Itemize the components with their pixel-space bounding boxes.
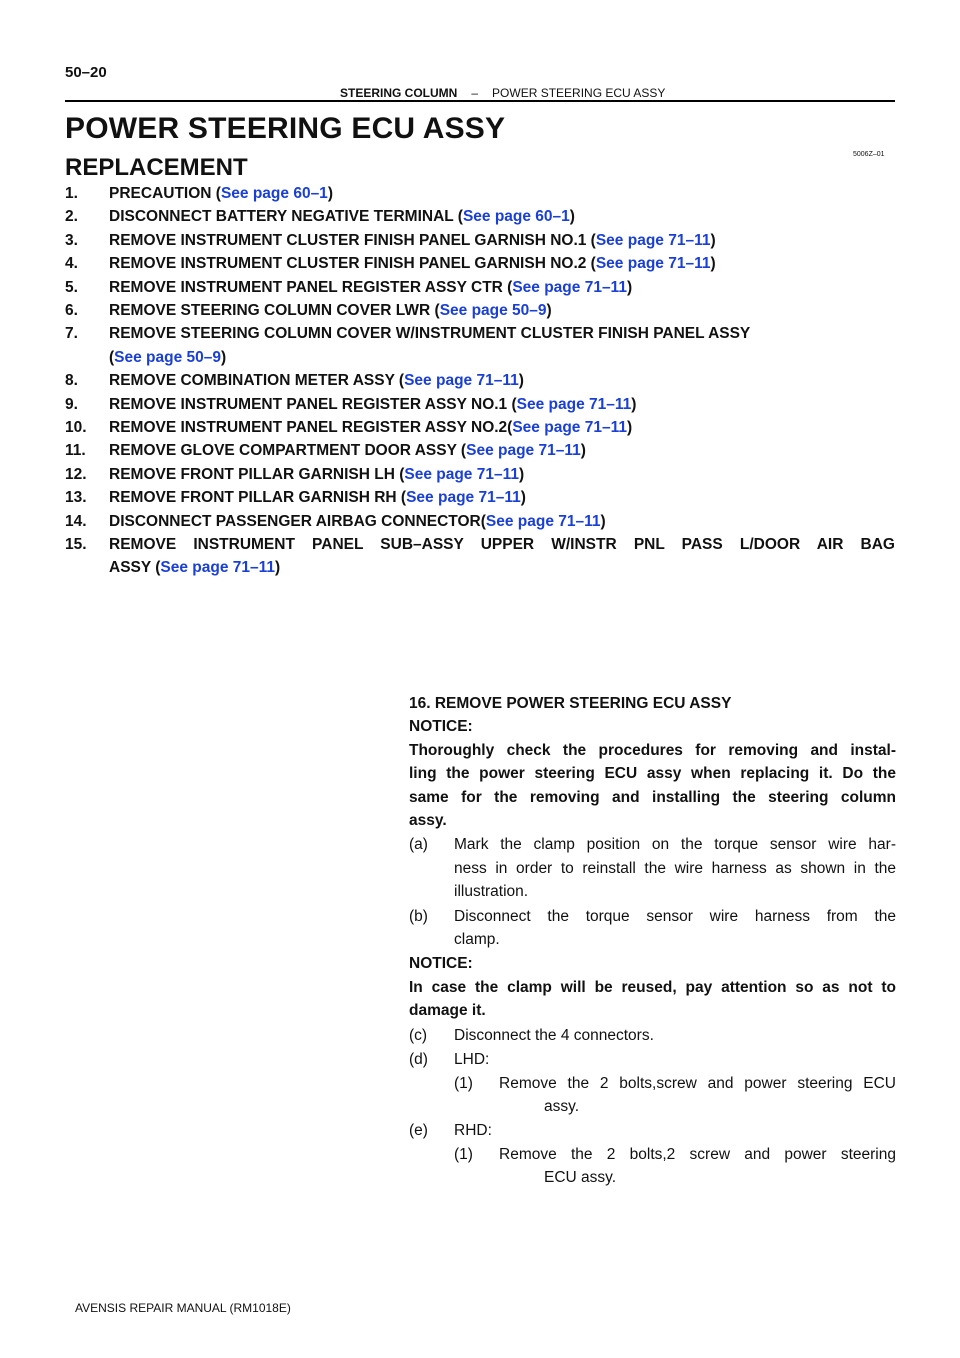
step-item: [65, 325, 750, 343]
step-item: [65, 232, 716, 250]
see-page-link[interactable]: See page 71–11: [404, 372, 519, 390]
substep-label: (e): [409, 1122, 428, 1140]
step-continuation: [109, 349, 226, 367]
step-number: 11.: [65, 442, 86, 460]
section-title: STEERING COLUMN: [340, 86, 458, 100]
step-item: [65, 466, 524, 484]
step-text-end: ): [518, 465, 525, 483]
step-text: REMOVE COMBINATION METER ASSY (: [109, 372, 405, 390]
step-number: 9.: [65, 395, 78, 413]
step-text-end: ): [710, 231, 716, 249]
see-page-link[interactable]: See page 71–11: [406, 489, 521, 507]
step-number: 7.: [65, 325, 78, 343]
step-number: 3.: [65, 231, 78, 249]
notice-line: assy.: [409, 812, 447, 830]
step-item: [65, 279, 632, 297]
step-text: ASSY (: [109, 559, 161, 577]
step-text-end: ): [520, 489, 526, 507]
step-item: [65, 185, 333, 203]
step-text-end: ): [631, 395, 637, 413]
substep-line: Mark the clamp position on the torque sensor wire har-: [454, 836, 896, 854]
step-16-title: 16. REMOVE POWER STEERING ECU ASSY: [409, 695, 732, 712]
step-text: DISCONNECT PASSENGER AIRBAG CONNECTOR(: [109, 512, 486, 530]
step-text-end: ): [518, 372, 524, 390]
step-text: REMOVE INSTRUMENT CLUSTER FINISH PANEL GARNISH NO.1 (: [109, 231, 596, 249]
step-item: [65, 255, 716, 273]
step-number: 12.: [65, 465, 87, 483]
substep-label: (d): [409, 1051, 428, 1069]
step-text: REMOVE INSTRUMENT PANEL SUB–ASSY UPPER W/INSTR PNL PASS L/DOOR AIR BAG: [109, 536, 895, 553]
substep-line: illustration.: [454, 883, 529, 901]
step-item: [65, 513, 606, 531]
step-text: (: [109, 348, 115, 366]
substep-b: [409, 905, 896, 952]
step-number: 10.: [65, 419, 87, 436]
substep-d: [409, 1048, 896, 1071]
notice-label: NOTICE:: [409, 718, 473, 736]
step-number: 4.: [65, 255, 78, 273]
substep-line: RHD:: [454, 1122, 492, 1140]
see-page-link[interactable]: See page 71–11: [485, 512, 601, 530]
step-item: [65, 536, 895, 554]
substep-line: Disconnect the torque sensor wire harness from the: [454, 907, 896, 925]
notice-line: damage it.: [409, 1002, 486, 1020]
document-code: 5006Z–01: [853, 151, 885, 158]
section-separator: –: [471, 86, 479, 100]
step-number: 5.: [65, 278, 78, 296]
page-subtitle: REPLACEMENT: [65, 154, 248, 181]
substep-line: assy.: [544, 1097, 580, 1115]
step-text: REMOVE GLOVE COMPARTMENT DOOR ASSY (: [109, 442, 467, 460]
step-16-section: [409, 692, 896, 1190]
step-number: 6.: [65, 302, 78, 319]
step-text: REMOVE INSTRUMENT CLUSTER FINISH PANEL GARNISH NO.2 (: [109, 255, 596, 273]
step-text: REMOVE STEERING COLUMN COVER LWR (: [109, 302, 440, 319]
section-header: [340, 86, 665, 100]
substep-line: ECU assy.: [544, 1169, 617, 1187]
see-page-link[interactable]: See page 71–11: [466, 442, 581, 460]
substep-line: Remove the 2 bolts,2 screw and power steering: [499, 1145, 896, 1163]
step-text-end: ): [710, 255, 716, 273]
substep-c: [409, 1024, 896, 1047]
notice-line: same for the removing and installing the steering column: [409, 788, 896, 806]
substep-e: [409, 1119, 896, 1142]
substep-label: (a): [409, 836, 428, 854]
step-item: [65, 372, 524, 390]
step-text: REMOVE INSTRUMENT PANEL REGISTER ASSY CTR (: [109, 278, 513, 296]
step-text-end: ): [626, 278, 633, 296]
footer: AVENSIS REPAIR MANUAL (RM1018E): [75, 1301, 291, 1315]
step-item: [65, 302, 552, 320]
step-text-end: ): [275, 559, 281, 577]
header-rule: [65, 100, 895, 102]
substep-line: Remove the 2 bolts,screw and power steering ECU: [499, 1074, 896, 1092]
substep-line: clamp.: [454, 931, 500, 949]
substep-line: Disconnect the 4 connectors.: [454, 1026, 654, 1044]
see-page-link[interactable]: See page 71–11: [516, 395, 632, 413]
step-text: REMOVE FRONT PILLAR GARNISH RH (: [109, 489, 407, 507]
substep-a: [409, 833, 896, 903]
see-page-link[interactable]: See page 50–9: [439, 302, 547, 319]
step-text-end: ): [580, 442, 586, 460]
step-number: 14.: [65, 512, 87, 530]
see-page-link[interactable]: See page 71–11: [160, 559, 276, 577]
step-text-end: ): [546, 302, 552, 319]
see-page-link[interactable]: See page 71–11: [595, 255, 711, 273]
substep-label: (1): [454, 1145, 473, 1163]
step-text: DISCONNECT BATTERY NEGATIVE TERMINAL (: [109, 208, 463, 226]
step-text: REMOVE INSTRUMENT PANEL REGISTER ASSY NO.1 (: [109, 395, 517, 413]
see-page-link[interactable]: See page 50–9: [114, 348, 222, 366]
substep-label: (b): [409, 907, 428, 925]
notice-label: NOTICE:: [409, 955, 473, 973]
see-page-link[interactable]: See page 71–11: [595, 231, 711, 249]
section-subtitle: POWER STEERING ECU ASSY: [492, 86, 666, 100]
substep-line: LHD:: [454, 1051, 490, 1069]
notice-line: Thoroughly check the procedures for removing and instal-: [409, 741, 896, 759]
step-text: REMOVE INSTRUMENT PANEL REGISTER ASSY NO.2(: [109, 419, 513, 436]
see-page-link[interactable]: See page 71–11: [512, 419, 627, 436]
page-title: POWER STEERING ECU ASSY: [65, 112, 506, 145]
notice-line: ling the power steering ECU assy when replacing it. Do the: [409, 765, 896, 783]
step-item: [65, 208, 575, 226]
step-text: PRECAUTION (: [109, 185, 221, 202]
substep-line: ness in order to reinstall the wire harness as shown in the: [454, 859, 896, 877]
step-number: 1.: [65, 185, 78, 202]
step-text: REMOVE STEERING COLUMN COVER W/INSTRUMENT CLUSTER FINISH PANEL ASSY: [109, 325, 751, 343]
step-text-end: ): [221, 348, 227, 366]
see-page-link[interactable]: See page 60–1: [462, 208, 570, 226]
step-text-end: ): [626, 419, 633, 436]
step-item: [65, 442, 586, 460]
step-number: 15.: [65, 536, 87, 553]
substep-d-1: [409, 1072, 896, 1119]
substep-e-1: [409, 1143, 896, 1190]
step-text-end: ): [327, 185, 333, 202]
step-item: [65, 489, 526, 507]
step-item: [65, 419, 632, 437]
page-number: 50–20: [65, 64, 107, 81]
notice-line: In case the clamp will be reused, pay attention so as not to: [409, 978, 896, 996]
substep-label: (1): [454, 1074, 473, 1092]
step-number: 8.: [65, 372, 78, 390]
step-text: REMOVE FRONT PILLAR GARNISH LH (: [109, 465, 405, 483]
see-page-link[interactable]: See page 60–1: [220, 185, 328, 202]
see-page-link[interactable]: See page 71–11: [404, 465, 519, 483]
see-page-link[interactable]: See page 71–11: [512, 278, 627, 296]
substep-label: (c): [409, 1026, 428, 1044]
step-item: [65, 396, 636, 414]
step-number: 2.: [65, 208, 78, 226]
step-number: 13.: [65, 489, 87, 507]
step-text-end: ): [600, 512, 606, 530]
step-continuation: [109, 559, 280, 577]
step-text-end: ): [569, 208, 575, 226]
